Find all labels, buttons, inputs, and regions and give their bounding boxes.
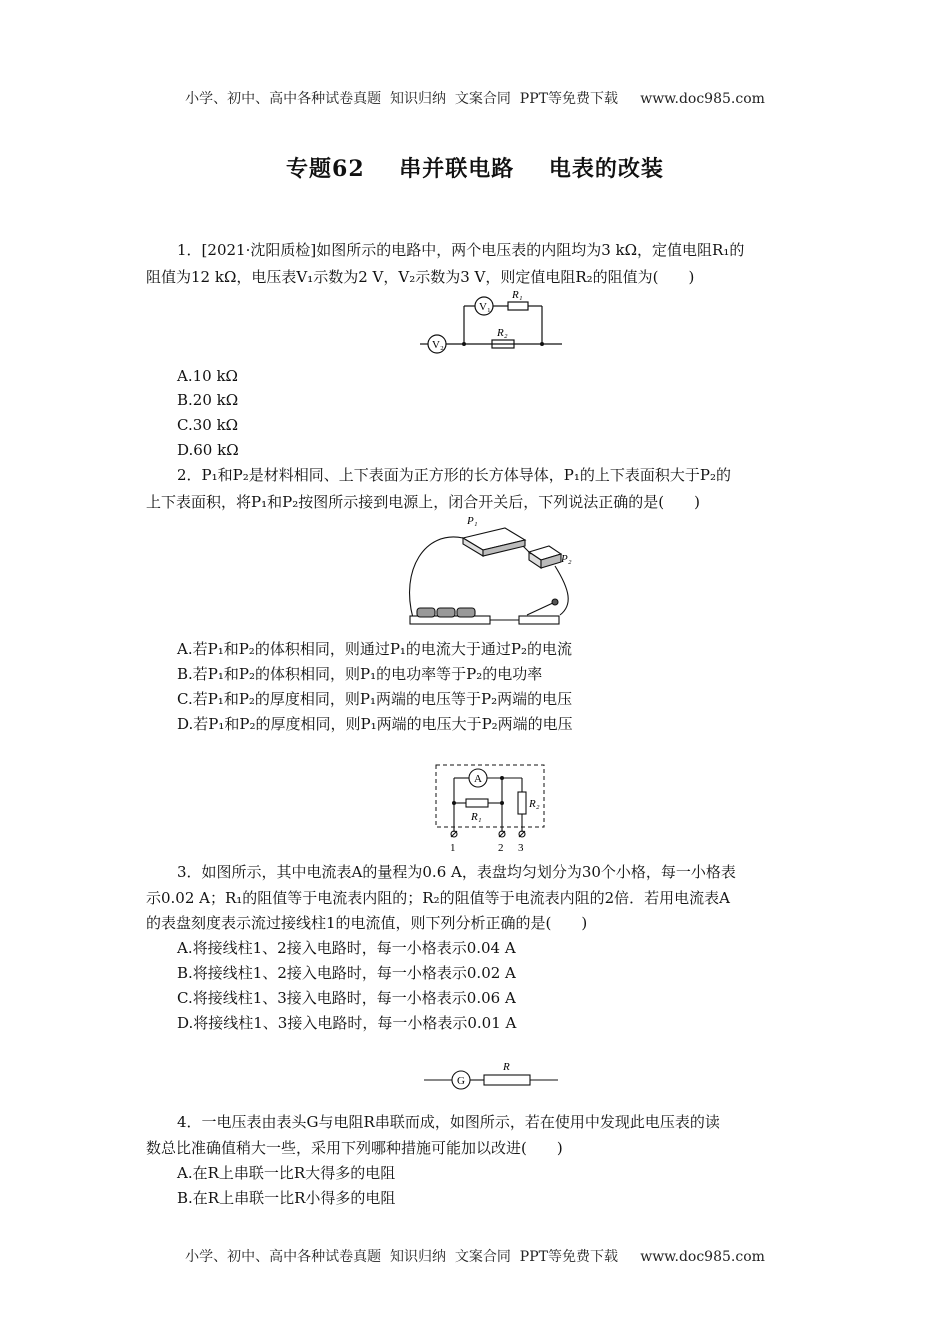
- q3-circuit-diagram: [432, 762, 552, 854]
- q4-line-2: 数总比准确值稍大一些，采用下列哪种措施可能加以改进( ): [146, 1139, 563, 1157]
- q1-option-c: C.30 kΩ: [177, 416, 239, 434]
- v1-label: V₁: [479, 301, 491, 313]
- q2-option-c: C.若P₁和P₂的厚度相同，则P₁两端的电压等于P₂两端的电压: [177, 690, 573, 708]
- q1-option-d: D.60 kΩ: [177, 441, 239, 459]
- terminal-3-label: 3: [518, 842, 524, 854]
- q3-option-b: B.将接线柱1、2接入电路时，每一小格表示0.02 A: [177, 964, 516, 982]
- galvanometer-label: G: [457, 1075, 465, 1087]
- r2-label: R₂: [529, 798, 540, 810]
- r1-label: R₁: [512, 289, 523, 301]
- q4-option-b: B.在R上串联一比R小得多的电阻: [177, 1189, 396, 1207]
- terminal-1-label: 1: [450, 842, 456, 854]
- q4-line-1: 4．一电压表由表头G与电阻R串联而成，如图所示，若在使用中发现此电压表的读: [177, 1113, 720, 1131]
- q2-line-2: 上下表面积，将P₁和P₂按图所示接到电源上，闭合开关后，下列说法正确的是( ): [146, 493, 700, 511]
- q3-line-1: 3．如图所示，其中电流表A的量程为0.6 A，表盘均匀划分为30个小格，每一小格表: [177, 863, 736, 881]
- q3-option-a: A.将接线柱1、2接入电路时，每一小格表示0.04 A: [177, 939, 516, 957]
- q1-circuit-diagram: [420, 286, 570, 356]
- terminal-2-label: 2: [498, 842, 504, 854]
- q2-apparatus-diagram: [405, 510, 585, 632]
- q4-circuit-diagram: [424, 1056, 560, 1092]
- q2-option-a: A.若P₁和P₂的体积相同，则通过P₁的电流大于通过P₂的电流: [177, 640, 573, 658]
- p1-label: P₁: [467, 515, 478, 527]
- q1-line-1: 1．[2021·沈阳质检]如图所示的电路中，两个电压表的内阻均为3 kΩ，定值电阻R₁的: [177, 241, 745, 259]
- q1-option-b: B.20 kΩ: [177, 391, 239, 409]
- q1-option-a: A.10 kΩ: [177, 367, 238, 385]
- r1-label: R₁: [471, 811, 482, 823]
- q3-line-3: 的表盘刻度表示流过接线柱1的电流值，则下列分析正确的是( ): [146, 914, 588, 932]
- resistor-r-label: R: [503, 1061, 510, 1073]
- ammeter-label: A: [474, 773, 482, 785]
- q2-option-b: B.若P₁和P₂的体积相同，则P₁的电功率等于P₂的电功率: [177, 665, 543, 683]
- q1-line-2: 阻值为12 kΩ，电压表V₁示数为2 V，V₂示数为3 V，则定值电阻R₂的阻值为( ): [146, 268, 695, 286]
- q3-option-c: C.将接线柱1、3接入电路时，每一小格表示0.06 A: [177, 989, 516, 1007]
- v2-label: V₂: [432, 339, 444, 351]
- page-header: 小学、初中、高中各种试卷真题 知识归纳 文案合同 PPT等免费下载 www.doc985.com: [185, 91, 765, 107]
- page-footer: 小学、初中、高中各种试卷真题 知识归纳 文案合同 PPT等免费下载 www.doc985.com: [185, 1249, 765, 1265]
- page-title: 专题62 串并联电路 电表的改装: [286, 156, 664, 182]
- r2-label: R₂: [497, 327, 508, 339]
- q2-line-1: 2．P₁和P₂是材料相同、上下表面为正方形的长方体导体，P₁的上下表面积大于P₂的: [177, 466, 731, 484]
- q3-option-d: D.将接线柱1、3接入电路时，每一小格表示0.01 A: [177, 1014, 517, 1032]
- q4-option-a: A.在R上串联一比R大得多的电阻: [177, 1164, 396, 1182]
- q2-option-d: D.若P₁和P₂的厚度相同，则P₁两端的电压大于P₂两端的电压: [177, 715, 573, 733]
- q3-line-2: 示0.02 A；R₁的阻值等于电流表内阻的；R₂的阻值等于电流表内阻的2倍．若用电流表A: [146, 889, 730, 907]
- p2-label: P₂: [561, 553, 572, 565]
